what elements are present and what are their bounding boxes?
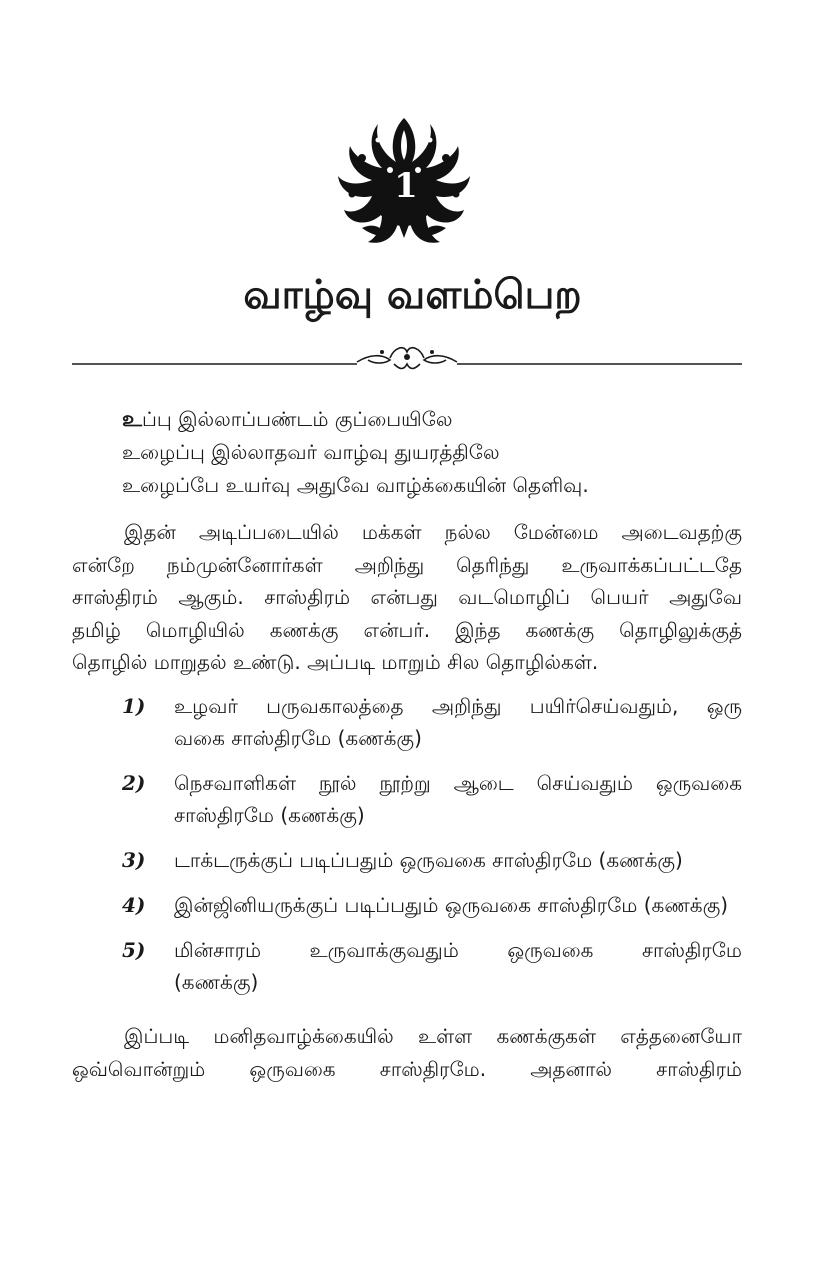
divider-flourish-icon: [72, 340, 742, 374]
list-item: [122, 844, 742, 876]
verse-line-3: உழைப்பே உயர்வு அதுவே வாழ்க்கையின் தெளிவு.: [122, 473, 589, 497]
paragraph-line: தொழில் மாறுதல் உண்டு. அப்படி மாறும் சில தொழில்கள்.: [72, 650, 599, 674]
list-item-line: டாக்டருக்குப் படிப்பதும் ஒருவகை சாஸ்திரமே (கணக்கு): [174, 848, 683, 872]
list-item: [122, 889, 742, 921]
list-item-number: 2): [122, 771, 146, 795]
list-item-line: இன்ஜினியருக்குப் படிப்பதும் ஒருவகை சாஸ்திரமே (கணக்கு): [174, 893, 729, 917]
list-item-line: மின்சாரம் உருவாக்குவதும் ஒருவகை சாஸ்திரமே: [174, 938, 742, 962]
list-item: [122, 934, 742, 998]
opening-verse: [122, 403, 762, 502]
ornamental-divider: [72, 340, 742, 374]
body-paragraph-1: [72, 516, 742, 679]
list-item-line: உழவர் பருவகாலத்தை அறிந்து பயிர்செய்வதும், ஒரு: [174, 694, 742, 718]
drop-cap: உ: [122, 407, 142, 432]
paragraph-line: என்றே நம்முன்னோர்கள் அறிந்து தெரிந்து உருவாக்கப்பட்டதே: [72, 552, 742, 577]
paragraph-line: இதன் அடிப்படையில் மக்கள் நல்ல மேன்மை அடைவதற்கு: [124, 520, 742, 544]
list-item-line: வகை சாஸ்திரமே (கணக்கு): [174, 726, 422, 750]
list-item-number: 3): [122, 848, 146, 872]
list-item-line: (கணக்கு): [174, 970, 259, 994]
chapter-number: 1: [394, 165, 418, 206]
body-paragraph-2: [72, 1020, 742, 1085]
paragraph-line: சாஸ்திரம் ஆகும். சாஸ்திரம் என்பது வடமொழிப் பெயர் அதுவே: [72, 585, 742, 609]
list-item-number: 1): [122, 694, 146, 718]
numbered-list: [122, 690, 742, 1011]
verse-line-1-text: ப்பு இல்லாப்பண்டம் குப்பையிலே: [141, 407, 453, 431]
list-item-number: 4): [122, 893, 146, 917]
list-item-line: நெசவாளிகள் நூல் நூற்று ஆடை செய்வதும் ஒருவகை: [174, 771, 742, 795]
chapter-title: வாழ்வு வளம்பெற: [243, 272, 582, 318]
chapter-emblem: [332, 110, 477, 255]
paragraph-line: இப்படி மனிதவாழ்க்கையில் உள்ள கணக்குகள் எத்தனையோ: [124, 1024, 742, 1048]
paragraph-line: தமிழ் மொழியில் கணக்கு என்பர். இந்த கணக்கு தொழிலுக்குத்: [72, 617, 742, 642]
paragraph-line: ஒவ்வொன்றும் ஒருவகை சாஸ்திரமே. அதனால் சாஸ்திரம்: [72, 1056, 742, 1081]
list-item: [122, 690, 742, 754]
list-item-number: 5): [122, 938, 146, 962]
verse-line-1: [122, 403, 762, 436]
list-item-line: சாஸ்திரமே (கணக்கு): [174, 803, 365, 827]
verse-line-2: உழைப்பு இல்லாதவர் வாழ்வு துயரத்திலே: [122, 440, 500, 464]
list-item: [122, 767, 742, 831]
